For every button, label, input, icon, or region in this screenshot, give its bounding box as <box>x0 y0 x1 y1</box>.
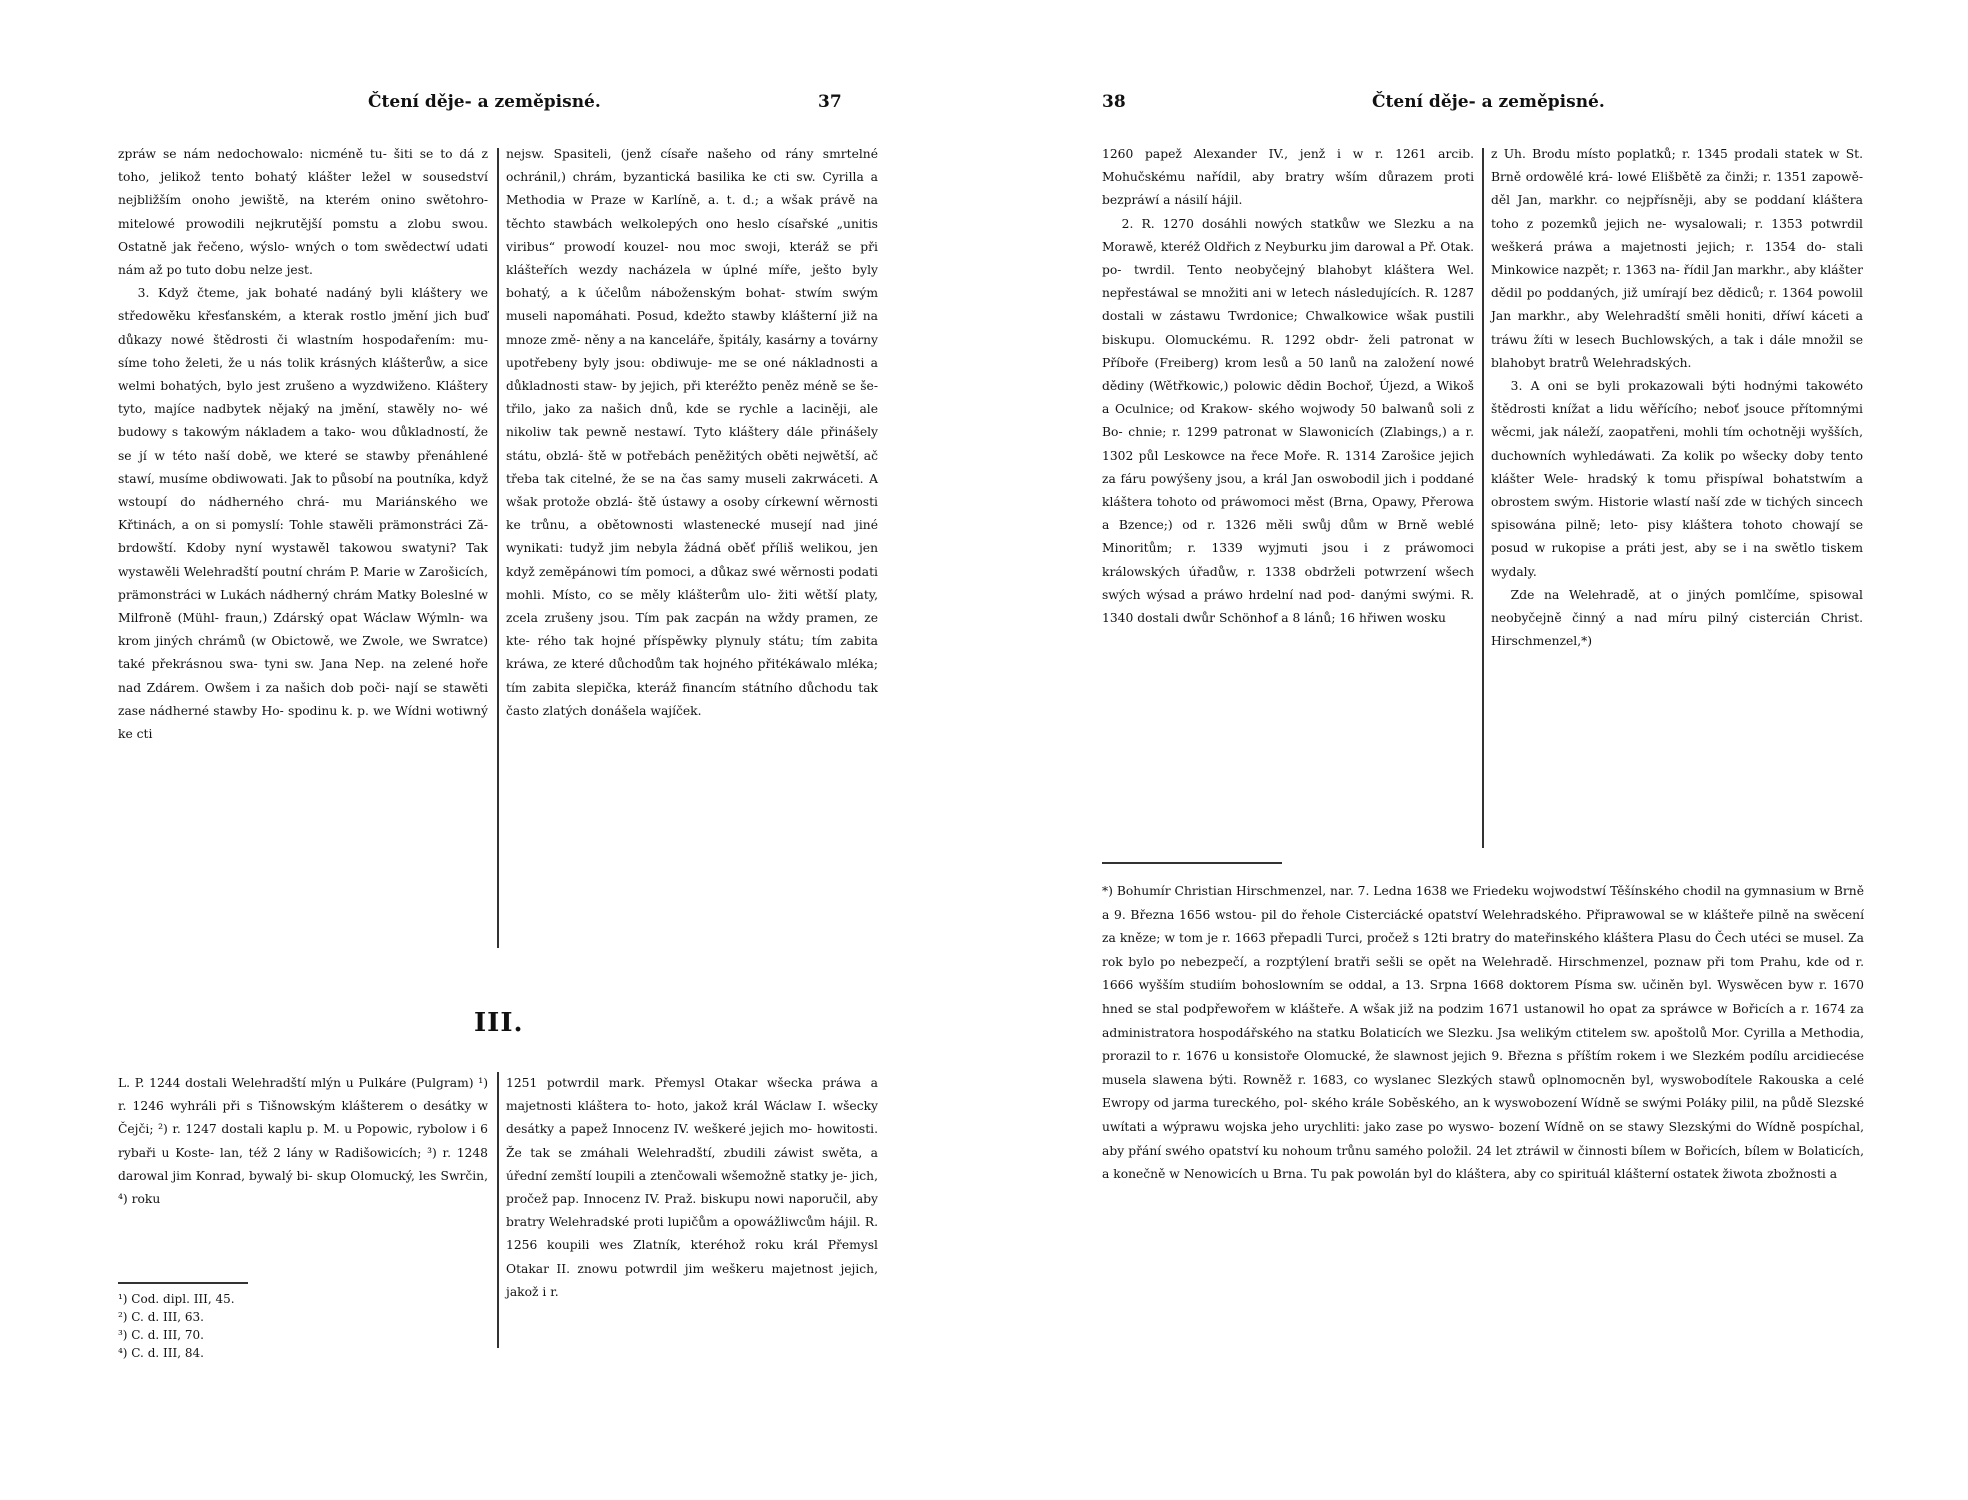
paragraph: zpráw se nám nedochowalo: nicméně tu- šiti se to dá z toho, jelikož tento bohatý klášter ležel w sousedství nejbližším onoho jewiště, na kterém onino swětohro- mitelowé prowodili nejkrutější pomstu a zlobu swou. Ostatně jak řečeno, wýslo- wných o tom swědectwí udati nám až po tuto dobu nelze jest. <box>118 147 488 278</box>
footnote-rule <box>118 1282 248 1284</box>
paragraph: L. P. 1244 dostali Welehradští mlýn u Pulkáre (Pulgram) ¹) r. 1246 wyhráli při s Tišnowským klášterem o desátky w Čejči; ²) r. 1247 dostali kaplu p. M. u Popowic, rybolow i 6 rybaři u Koste- lan, též 2 lány w Radišowicích; ³) r. 1248 darowal jim Konrad, bywalý bi- skup Olomucký, les Swrčin, ⁴) roku <box>118 1076 488 1207</box>
paragraph: 1251 potwrdil mark. Přemysl Otakar wšecka práwa a majetnosti kláštera to- hoto, jakož král Wáclaw I. wšecky desátky a papež Innocenz IV. weškeré jejich mo- howitosti. Že tak se zmáhali Welehradští, zbudili záwist swěta, a úřední zemští loupili a ztenčowali wšemožně statky je- jich, pročež pap. Innocenz IV. Praž. biskupu nowi naporučil, aby bratry Welehradské proti lupičům a opowážliwcům hájil. R. 1256 koupili wes Zlatník, kteréhož roku král Přemysl Otakar II. znowu potwrdil jim weškeru majetnost jejich, jakož i r. <box>506 1076 878 1299</box>
footnote: ³) C. d. III, 70. <box>118 1328 204 1342</box>
footnote: *) Bohumír Christian Hirschmenzel, nar. 7. Ledna 1638 we Friedeku wojwodstwí Těšínského chodil na gymnasium w Brně a 9. Března 1656 wstou- pil do řehole Cisterciácké opatství Welehradského. Připrawowal se w klášteře pilně na swěcení za kněze; w tom je r. 1663 přepadli Turci, pročež s 12ti bratry do mateřinského kláštera Plasu do Čech utéci se musel. Za rok bylo po nebezpečí, a rozptýlení bratři sešli se opět na Welehradě. Hirschmenzel, poznaw při tom Prahu, kde od r. 1666 wyšším studiím bohoslowním se oddal, a 13. Srpna 1668 doktorem Písma sw. učiněn byl. Wyswěcen byw r. 1670 hned se stal podpřewořem w klášteře. A wšak již na podzim 1671 ustanowil ho opat za spráwce w Bořicích a r. 1674 za administratora hospodářského na statku Bolaticích we Slezku. Jsa welikým ctitelem sw. apoštolů Mor. Cyrilla a Methodia, prorazil to r. 1676 u konsistoře Olomucké, že slawnost jejich 9. Března s příštím rokem i we Slezkém podílu arcidiecése musela slawena býti. Rowněž r. 1683, co wyslanec Slezkých stawů oplnomocněn byl, wyswobodítele Rakouska a celé Ewropy od jarma tureckého, pol- ského krále Soběského, an k wyswobození Wídně se swými Poláky pilil, na půdě Slezské uwítati a wýprawu wojska jeho urychliti: jako zase po wyswo- bození Wídně on se stawy Slezskými do Wídně pospíchal, aby přání swého opatství ku nohoum trůnu samého položil. 24 let ztráwil w činnosti bílem w Bořicích, bílem w Bolaticích, a konečně w Nenowicích u Brna. Tu pak powolán byl do kláštera, aby co spirituál klášterní ostatek žiwota zbožnosti a <box>1102 884 1864 1182</box>
running-head-left: Čtení děje- a zeměpisné. <box>368 92 601 112</box>
paragraph: 3. A oni se byli prokazowali býti hodnými takowéto štědrosti knížat a lidu wěřícího; neboť jsouce přítomnými wěcmi, jak náleží, zaopatřeni, mohli tím ochotněji wyšších, duchowních wyhledáwati. Za kolik po wšecky doby tento klášter Wele- hradský k tomu přispíwal bohatstwím a obrostem swým. Historie wlastí naší zde w tichých sincech spisowána pilně; leto- pisy kláštera tohoto chowají se posud w rukopise a práti jest, aby se i na swětlo tiskem wydaly. <box>1491 379 1863 579</box>
paragraph: z Uh. Brodu místo poplatků; r. 1345 prodali statek w St. Brně ordowělé krá- lowé Elišbětě za činži; r. 1351 zapowě- děl Jan, markhr. co nejpřísněji, aby se poddaní kláštera toho z pozemků jejich ne- wysalowali; r. 1353 potwrdil weškerá práwa a majetnosti jejich; r. 1354 do- stali Minkowice nazpět; r. 1363 na- řídil Jan markhr., aby klášter dědil po poddaných, již umírají bez dědiců; r. 1364 powolil Jan markhr., aby Welehradští směli honiti, dříwí káceti a tráwu žíti w lesech Buchlowských, a tak i dále množil se blahobyt bratrů Welehradských. <box>1491 147 1863 370</box>
footnote: ²) C. d. III, 63. <box>118 1310 204 1324</box>
right-column-2 <box>1491 143 1863 653</box>
page-number-right: 38 <box>1102 92 1126 112</box>
right-column-1 <box>1102 143 1474 630</box>
footnotes-left <box>118 1290 418 1362</box>
running-head-right: Čtení děje- a zeměpisné. <box>1372 92 1605 112</box>
left-column-3 <box>118 1072 488 1211</box>
paragraph: 3. Když čteme, jak bohaté nadáný byli kláštery we středowěku křesťanském, a kterak rostlo jmění jich buď důkazy nowé štědrosti či wlastním hospodařením: mu- síme toho želeti, že u nás tolik krásných klášterůw, a sice welmi bohatých, bylo jest zrušeno a wyzdwiženo. Kláštery tyto, majíce nadbytek nějaký na jmění, stawěly no- wé budowy s takowým nákladem a tako- wou důkladností, že se jí w této naší době, we které se stawby přenáhlené stawí, musíme obdiwowati. Jak to působí na poutníka, když wstoupí do nádherného chrá- mu Mariánského we Křtinách, a on si pomyslí: Tohle stawěli prämonstráci Ză- brdowští. Kdoby nyní wystawěl takowou swatyni? Tak wystawěli Welehradští poutní chrám P. Marie w Zarošicích, prämonstráci w Lukách nádherný chrám Matky Boleslné w Milfroně (Mühl- fraun,) Zdárský opat Wáclaw Wýmln- wa krom jiných chrámů (w Obictowě, we Zwole, we Swratce) také překrásnou swa- tyni sw. Jana Nep. na zelené hoře nad Zdárem. Owšem i za našich dob poči- nají se stawěti zase nádherné stawby Ho- spodinu k. p. we Wídni wotiwný ke cti <box>118 286 488 742</box>
left-column-1 <box>118 143 488 746</box>
paragraph: 2. R. 1270 dosáhli nowých statkůw we Slezku a na Morawě, kteréž Oldřich z Neyburku jim darowal a Př. Otak. po- twrdil. Tento neobyčejný blahobyt kláštera Wel. nepřestáwal se množiti ani w letech následujících. R. 1287 dostali w zástawu Twrdonice; Chwalkowice wšak pustili biskupu. Olomuckému. R. 1292 obdr- želi patronat w Příboře (Freiberg) krom lesů a 50 lanů na založení nowé dědiny (Wětřkowic,) polowic dědin Bochoř, Újezd, a Wikoš a Oculnice; od Krakow- ského wojwody 50 balwanů soli z Bo- chnie; r. 1299 patronat w Slawonicích (Zlabings,) a r. 1302 půl Leskowce na řece Moře. R. 1314 Zarošice jejich za fáru powýšeny jsou, a král Jan oswobodil jich i poddané kláštera tohoto od práwomoci měst (Brna, Opawy, Přerowa a Bzence;) od r. 1326 měli swůj dům w Brně weblé Minoritům; r. 1339 wyjmuti jsou i z práwomoci králowských úřadůw, r. 1338 obdrželi potwrzení wšech swých wýsad a práwo hrdelní nad pod- danými swými. R. 1340 dostali dwůr Schönhof a 8 lánů; 16 hřiwen wosku <box>1102 216 1474 626</box>
column-divider <box>1482 148 1484 848</box>
left-column-2 <box>506 143 878 723</box>
page-number-left: 37 <box>818 92 842 112</box>
column-divider <box>497 148 499 948</box>
paragraph: Zde na Welehradě, at o jiných pomlčíme, spisowal neobyčejně činný a nad míru pilný cistercián Christ. Hirschmenzel,*) <box>1491 587 1863 649</box>
footnote-rule <box>1102 862 1282 864</box>
footnote: ⁴) C. d. III, 84. <box>118 1346 204 1360</box>
footnote: ¹) Cod. dipl. III, 45. <box>118 1292 235 1306</box>
column-divider <box>497 1072 499 1348</box>
right-page <box>984 0 1968 1500</box>
paragraph: nejsw. Spasiteli, (jenž císaře našeho od rány smrtelné ochránil,) chrám, byzantická basilika ke cti sw. Cyrilla a Methodia w Praze w Karlíně, a. t. d.; a wšak právě na těchto stawbách welkolepých ono heslo císařské „unitis viribus“ prowodí kouzel- nou moc swoji, kteráž se při klášteřích wezdy nacházela w úplné míře, ješto byly bohatý, a k účelům náboženským bohat- stwím swým museli napomáhati. Posud, kdežto stawby klášterní již na mnoze změ- něny a na kanceláře, špitály, kasárny a továrny upotřebeny byly jsou: obdiwuje- me se oné nákladnosti a důkladnosti staw- by jejich, při kteréžto peněz méně se še- třilo, jako za našich dnů, kde se rychle a laciněji, ale nikoliw tak pewně nestawí. Tyto kláštery dále přinášely státu, obzlá- ště w potřebách peněžitých oběti nejwětší, ač třeba tak citelné, že se na čas samy museli zakrwáceti. A wšak protože obzlá- ště ústawy a osoby církewní wěrnosti ke trůnu, a obětownosti wlastenecké musejí nad jiné wynikati: tudyž jim nebyla žádná oběť příliš welikou, jen když zeměpánowi tím pomoci, a důkaz swé wěrnosti podati mohli. Místo, co se měly klášterům ulo- žiti wětší platy, zcela zrušeny jsou. Tím pak zacpán na wždy pramen, ze kte- rého tak hojné příspěwky plynuly státu; tím zabita kráwa, ze které důchodům tak hojného přitékáwalo mléka; tím zabita slepička, kteráž financím státního důchodu tak často zlatých donášela wajíček. <box>506 147 878 718</box>
section-heading: III. <box>474 1008 524 1038</box>
left-column-4 <box>506 1072 878 1304</box>
footnote-right <box>1102 880 1864 1187</box>
paragraph: 1260 papež Alexander IV., jenž i w r. 1261 arcib. Mohučskému nařídil, aby bratry wším důrazem proti bezpráwí a násilí hájil. <box>1102 147 1474 208</box>
